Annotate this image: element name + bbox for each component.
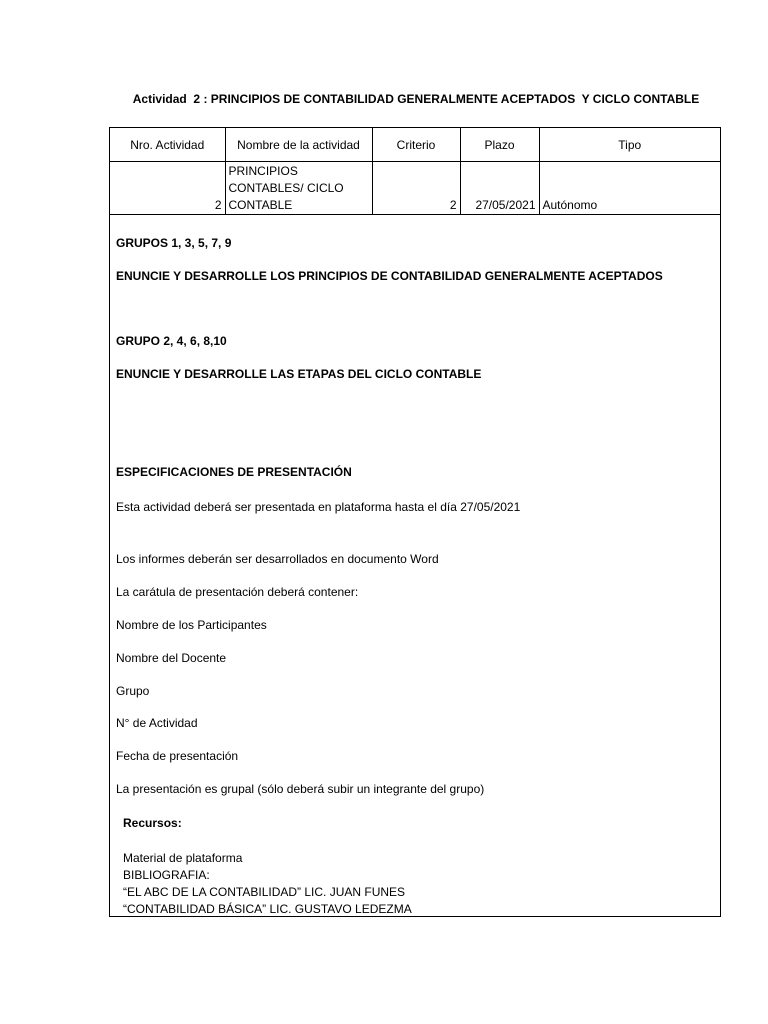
header-nombre-actividad: Nombre de la actividad — [225, 128, 372, 162]
header-nro-actividad: Nro. Actividad — [110, 128, 225, 162]
activity-sheet — [109, 127, 721, 917]
spec-deadline: Esta actividad deberá ser presentada en plataforma hasta el día 27/05/2021 — [116, 500, 521, 514]
recursos-heading: Recursos: — [123, 816, 182, 830]
cell-criterio: 2 — [372, 162, 460, 215]
caratula-item: Nombre del Docente — [116, 651, 227, 665]
caratula-item: N° de Actividad — [116, 716, 198, 730]
activity-table — [110, 128, 720, 215]
cell-tipo: Autónomo — [539, 162, 720, 215]
cell-nombre — [225, 162, 372, 215]
grupos-b-heading: GRUPO 2, 4, 6, 8,10 — [116, 334, 227, 348]
caratula-item: Nombre de los Participantes — [116, 618, 267, 632]
header-plazo: Plazo — [460, 128, 539, 162]
table-row — [110, 162, 720, 215]
header-criterio: Criterio — [372, 128, 460, 162]
cell-plazo: 27/05/2021 — [460, 162, 539, 215]
grupal-note: La presentación es grupal (sólo deberá subir un integrante del grupo) — [116, 782, 485, 796]
cell-nombre-line: CONTABLE — [228, 198, 293, 212]
cell-nombre-line: CONTABLES/ CICLO — [228, 181, 344, 195]
recursos-line: BIBLIOGRAFIA: — [123, 868, 210, 882]
table-header-row — [110, 128, 720, 162]
bibliography-item: “EL ABC DE LA CONTABILIDAD” LIC. JUAN FUNES — [123, 885, 406, 899]
caratula-intro: La carátula de presentación deberá contener: — [116, 585, 359, 599]
cell-nro: 2 — [110, 162, 225, 215]
caratula-item: Grupo — [116, 684, 150, 698]
page-title: Actividad 2 : PRINCIPIOS DE CONTABILIDAD GENERALMENTE ACEPTADOS Y CICLO CONTABLE — [132, 92, 700, 106]
spec-word: Los informes deberán ser desarrollados en documento Word — [116, 552, 439, 566]
instruction-b: ENUNCIE Y DESARROLLE LAS ETAPAS DEL CICLO CONTABLE — [116, 367, 482, 381]
caratula-item: Fecha de presentación — [116, 749, 239, 763]
bibliography-item: “CONTABILIDAD BÁSICA” LIC. GUSTAVO LEDEZMA — [123, 902, 412, 916]
recursos-line: Material de plataforma — [123, 851, 243, 865]
cell-nombre-line: PRINCIPIOS — [228, 164, 298, 178]
grupos-a-heading: GRUPOS 1, 3, 5, 7, 9 — [116, 236, 232, 250]
instruction-a: ENUNCIE Y DESARROLLE LOS PRINCIPIOS DE CONTABILIDAD GENERALMENTE ACEPTADOS — [116, 269, 663, 283]
header-tipo: Tipo — [539, 128, 720, 162]
spec-heading: ESPECIFICACIONES DE PRESENTACIÓN — [116, 465, 352, 479]
